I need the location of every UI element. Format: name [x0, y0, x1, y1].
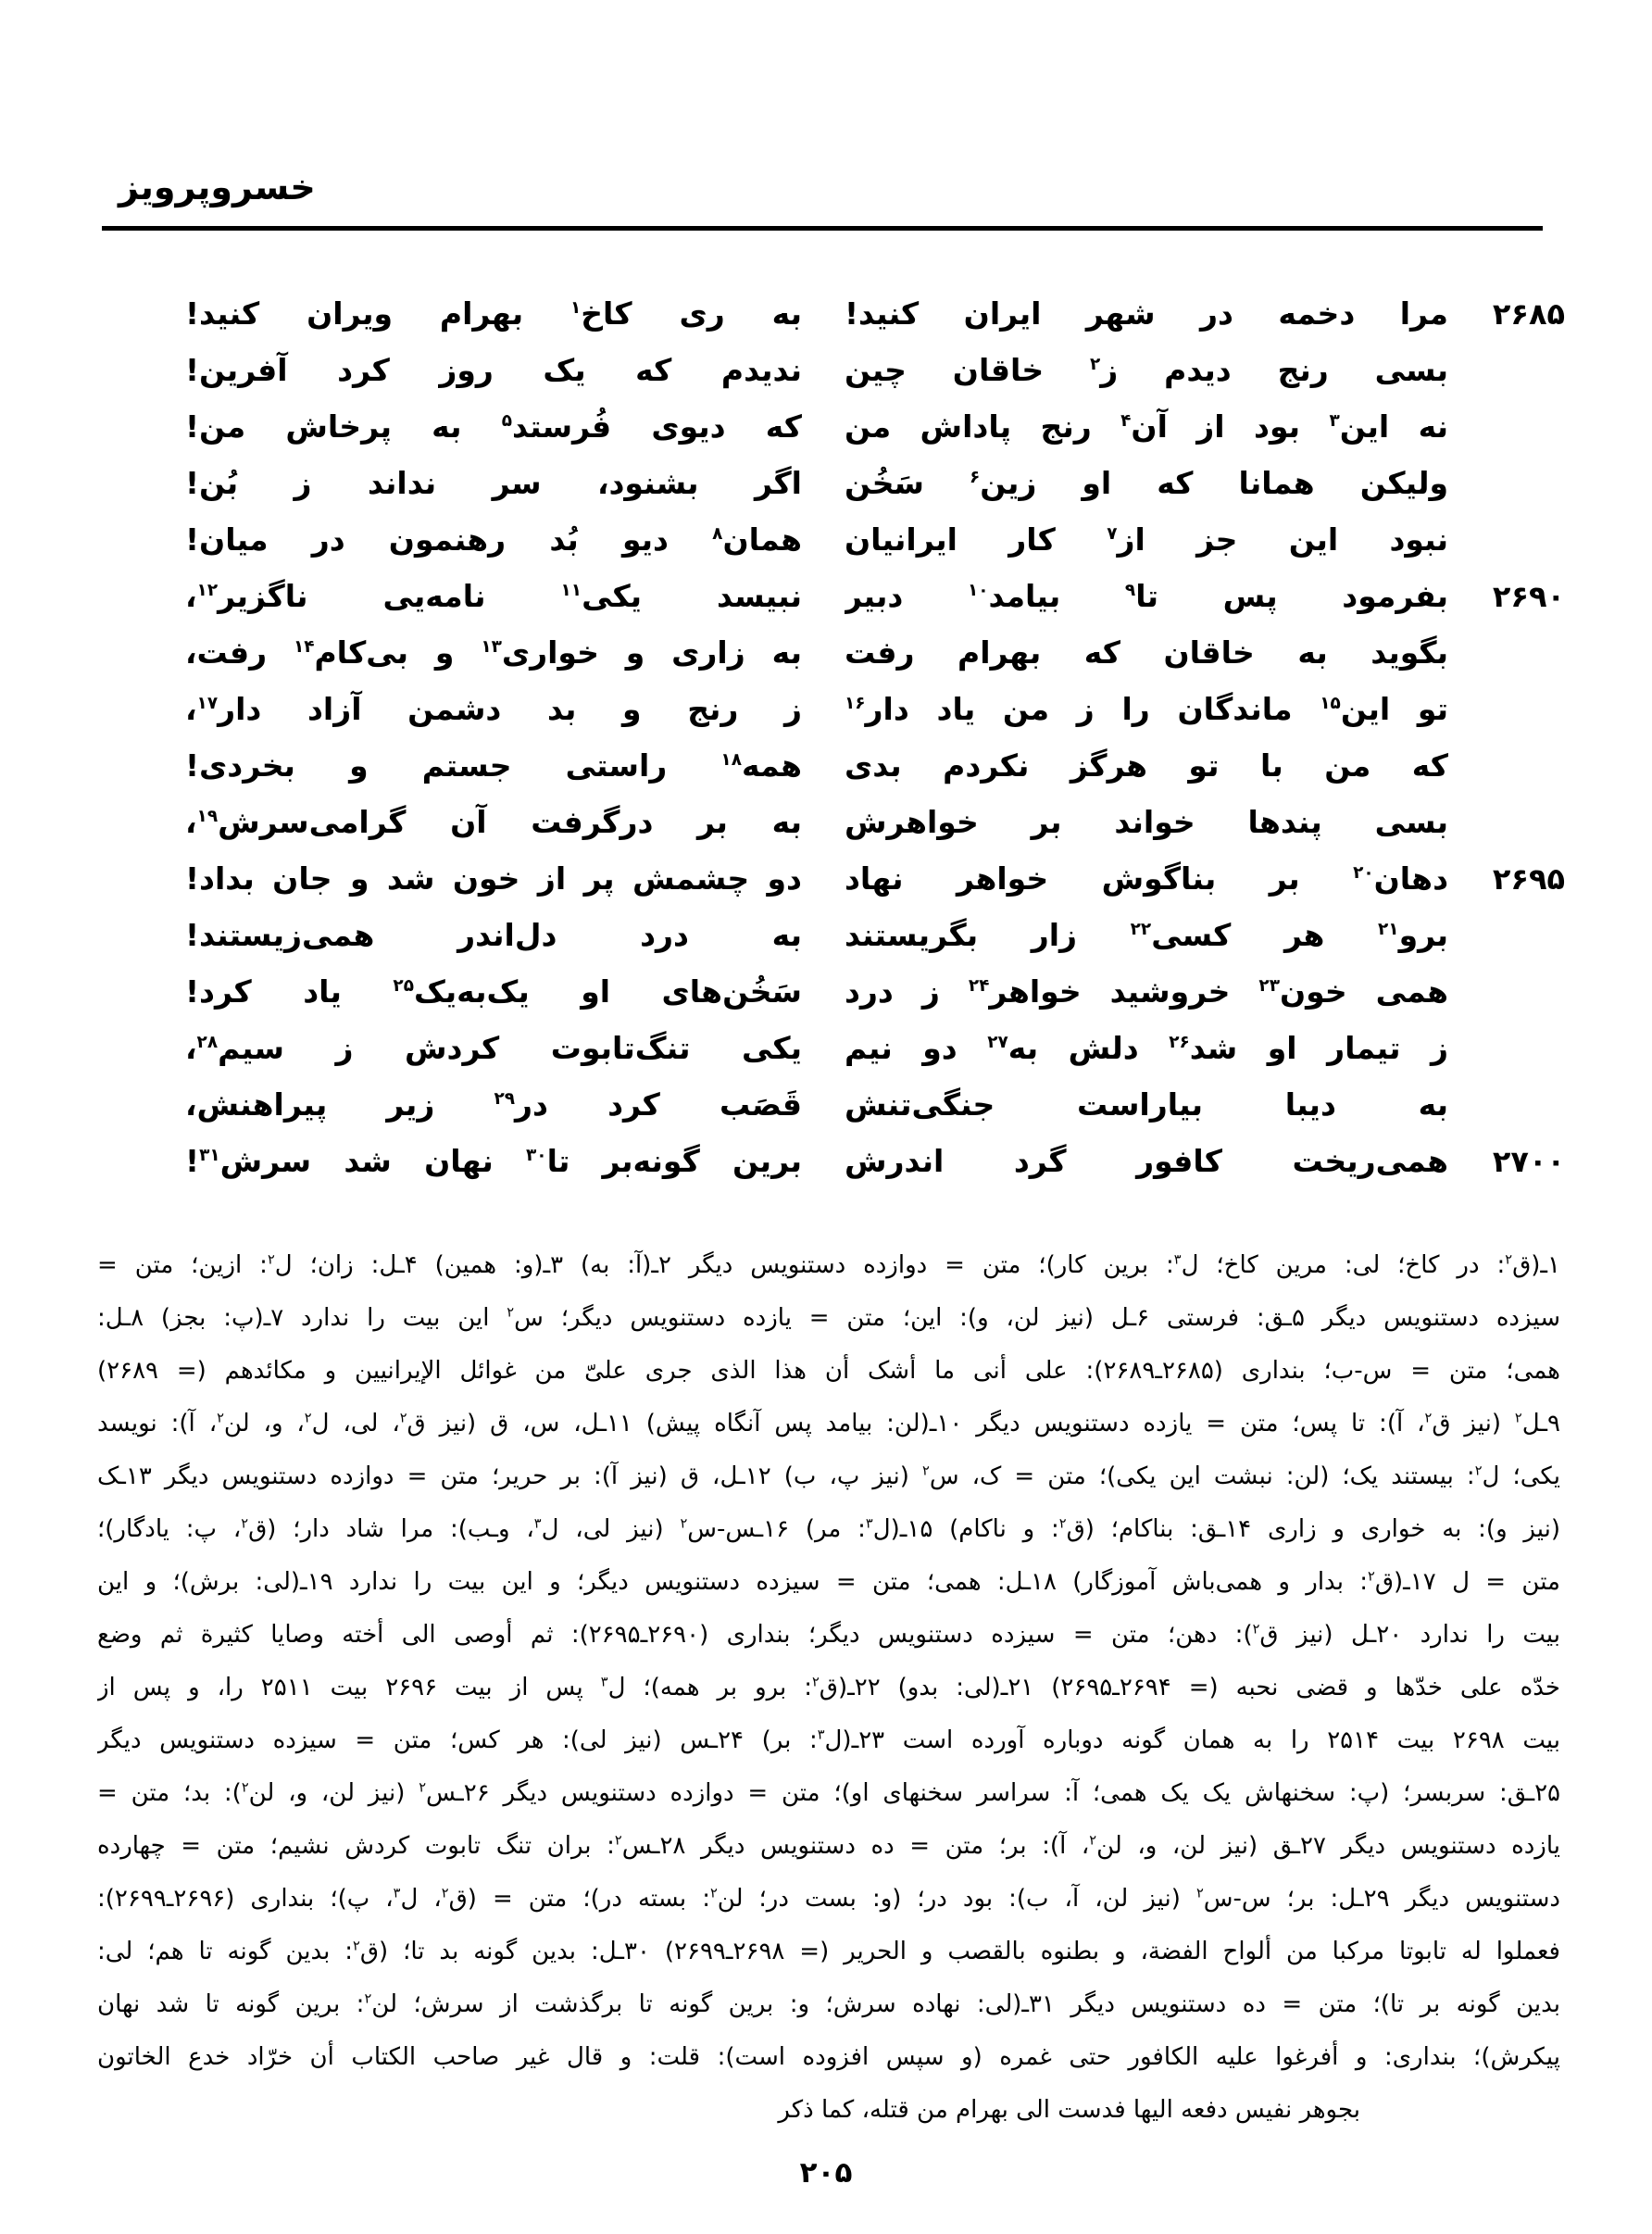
verse-row	[185, 737, 1565, 794]
footnote-line: بیت ۲۶۹۸ بیت ۲۵۱۴ را به همان گونه دوباره آورده است ۲۳ـ(ل$^۳$: بر) ۲۴ـس (نیز لی): هر کس؛ متن = سیزده دستنویس دیگر	[97, 1726, 1560, 1754]
hemistich-right: بفرمود پس تا$^۹$ بیامد$^{۱۰}$ دبیر	[845, 578, 1448, 614]
hemistich-right: نه این$^۳$ بود از آن$^۴$ رنج پاداش من	[845, 408, 1448, 445]
hemistich-right: بسی رنج دیدم ز$^۲$ خاقان چین	[845, 352, 1448, 388]
header-rule	[102, 226, 1543, 231]
footnote-line: ۹ـل$^۲$ (نیز ق$^۲$، آ): تا پس؛ متن = یازده دستنویس دیگر ۱۰ـ(لن: بیامد پس آنگاه پیش) ۱۱ـل، س، ق (نیز ق$^۲$، لی، ل$^۲$، و، لن$^۲$، آ): نویسد	[97, 1410, 1560, 1437]
column-gap	[802, 426, 845, 427]
running-head: خسروپرویز	[119, 167, 316, 207]
hemistich-left: به بر درگرفت آن گرامی‌سرش$^{۱۹}$،	[185, 804, 802, 840]
verse-row	[185, 398, 1565, 455]
hemistich-right: بگوید به خاقان که بهرام رفت	[845, 634, 1448, 671]
footnote-line: همی؛ متن = س-ب؛ بنداری (۲۶۸۵ـ۲۶۸۹): علی أنی ما أشک أن هذا الذی جری علیّ من غوائل الإیرانیین و مکائدهم (= ۲۶۸۹)	[97, 1357, 1560, 1385]
footnote-line: یازده دستنویس دیگر ۲۷ـق (نیز لن، و، لن$^۲$، آ): بر؛ متن = ده دستنویس دیگر ۲۸ـس$^۲$: بران تنگ تابوت کردش نشیم؛ متن = چهارده	[97, 1832, 1560, 1860]
verse-row	[185, 568, 1565, 624]
verse-row	[185, 681, 1565, 737]
hemistich-left: اگر بشنود، سر نداند ز بُن!	[185, 465, 802, 501]
footnote-line: (نیز و): به خواری و زاری ۱۴ـق: بناکام؛ (ق$^۲$: و ناکام) ۱۵ـ(ل$^۳$: مر) ۱۶ـس-س$^۲$ (نیز لی، ل$^۳$، وـب): مرا شاد دار؛ (ق$^۲$، پ: یادگار)؛	[97, 1515, 1560, 1543]
verse-row	[185, 1076, 1565, 1133]
verse-number: ۲۶۸۵	[1492, 295, 1565, 332]
verse-row	[185, 794, 1565, 850]
column-gap	[802, 652, 845, 653]
column-gap	[802, 765, 845, 766]
verse-row	[185, 285, 1565, 342]
column-gap	[802, 539, 845, 540]
footnote-line: بجوهر نفیس دفعه الیها فدست الی بهرام من قتله، کما ذکر	[778, 2096, 1360, 2124]
footnote-line: دستنویس دیگر ۲۹ـل: بر؛ س-س$^۲$ (نیز لن، آ، ب): بود در؛ (و: بست در؛ لن$^۲$: بسته در)؛ متن = (ق$^۲$، ل$^۳$، پ)؛ بنداری (۲۶۹۶ـ۲۶۹۹):	[97, 1885, 1560, 1913]
footnote-line: سیزده دستنویس دیگر ۵ـق: فرستی ۶ـل (نیز لن، و): این؛ متن = یازده دستنویس دیگر؛ س$^۲$ این بیت را ندارد ۷ـ(پ: بجز) ۸ـل:	[97, 1304, 1560, 1332]
hemistich-left: یکی تنگ‌تابوت کردش ز سیم$^{۲۸}$،	[185, 1030, 802, 1066]
verse-row	[185, 1133, 1565, 1189]
footnote-line: ۲۵ـق: سربسر؛ (پ: سخنهاش یک یک همی؛ آ: سراسر سخنهای او)؛ متن = دوازده دستنویس دیگر ۲۶ـس$^۲$ (نیز لن، و، لن$^۲$): بد؛ متن =	[97, 1779, 1560, 1807]
hemistich-left: همه$^{۱۸}$ راستی جستم و بخردی!	[185, 747, 802, 784]
verse-row	[185, 850, 1565, 907]
hemistich-right: دهان$^{۲۰}$ بر بناگوش خواهر نهاد	[845, 860, 1448, 897]
footnote-line: بیت را ندارد ۲۰ـل (نیز ق$^۲$): دهن؛ متن = سیزده دستنویس دیگر؛ بنداری (۲۶۹۰ـ۲۶۹۵): ثم أوصی الی أخته وصایا کثیرة ثم وضع	[97, 1621, 1560, 1649]
hemistich-left: به ری کاخ$^۱$ بهرام ویران کنید!	[185, 295, 802, 332]
hemistich-right: تو این$^{۱۵}$ ماندگان را ز من یاد دار$^{۱۶}$	[845, 691, 1448, 727]
hemistich-right: بسی پندها خواند بر خواهرش	[845, 804, 1448, 840]
hemistich-left: نبیسد یکی$^{۱۱}$ نامه‌یی ناگزیر$^{۱۲}$،	[185, 578, 802, 614]
verse-number: ۲۶۹۰	[1492, 578, 1565, 614]
footnote-line: بدین گونه بر تا)؛ متن = ده دستنویس دیگر ۳۱ـ(لی: نهاده سرش؛ و: برین گونه تا برگذشت از سرش؛ لن$^۲$: برین گونه تا شد نهان	[97, 1990, 1560, 2018]
hemistich-right: برو$^{۲۱}$ هر کسی$^{۲۲}$ زار بگریستند	[845, 917, 1448, 953]
hemistich-left: به درد دل‌اندر همی‌زیستند!	[185, 917, 802, 953]
verse-number: ۲۶۹۵	[1492, 860, 1565, 897]
column-gap	[802, 313, 845, 314]
verse-row	[185, 511, 1565, 568]
hemistich-right: ولیکن همانا که او زین$^۶$ سَخُن	[845, 465, 1448, 501]
footnote-line: متن = ل ۱۷ـ(ق$^۲$: بدار و همی‌باش آموزگار) ۱۸ـل: همی؛ متن = سیزده دستنویس دیگر؛ و این بیت را ندارد ۱۹ـ(لی: برش)؛ و این	[97, 1568, 1560, 1596]
footnote-line: یکی؛ ل$^۲$: بیستند یک؛ (لن: نبشت این یکی)؛ متن = ک، س$^۲$ (نیز پ، ب) ۱۲ـل، ق (نیز آ): بر حریر؛ متن = دوازده دستنویس دیگر ۱۳ـک	[97, 1462, 1560, 1490]
column-gap	[802, 878, 845, 879]
hemistich-right: ز تیمار او شد$^{۲۶}$ دلش به$^{۲۷}$ دو نیم	[845, 1030, 1448, 1066]
page-number: ۲۰۵	[799, 2156, 853, 2190]
verse-row	[185, 907, 1565, 963]
hemistich-right: همی خون$^{۲۳}$ خروشید خواهر$^{۲۴}$ ز درد	[845, 973, 1448, 1010]
hemistich-left: به زاری و خواری$^{۱۳}$ و بی‌کام$^{۱۴}$ رفت،	[185, 634, 802, 671]
column-gap	[802, 1104, 845, 1105]
hemistich-right: به دیبا بیاراست جنگی‌تنش	[845, 1086, 1448, 1123]
verse-row	[185, 342, 1565, 398]
verse-row	[185, 1020, 1565, 1076]
hemistich-right: مرا دخمه در شهر ایران کنید!	[845, 295, 1448, 332]
hemistich-right: همی‌ریخت کافور گرد اندرش	[845, 1143, 1448, 1179]
footnote-line: فعملوا له تابوتا مرکبا من ألواح الفضة، و بطنوه بالقصب و الحریر (= ۲۶۹۸ـ۲۶۹۹) ۳۰ـل: بدین گونه بد تا؛ (ق$^۲$: بدین گونه تا هم؛ لی:	[97, 1938, 1560, 1965]
hemistich-left: ز رنج و بد دشمن آزاد دار$^{۱۷}$،	[185, 691, 802, 727]
footnotes-block	[97, 1239, 1560, 2137]
verse-row	[185, 455, 1565, 511]
verse-row	[185, 963, 1565, 1020]
column-gap	[802, 991, 845, 992]
hemistich-left: که دیوی فُرستد$^۵$ به پرخاش من!	[185, 408, 802, 445]
verse-number: ۲۷۰۰	[1492, 1143, 1565, 1179]
hemistich-left: همان$^۸$ دیو بُد رهنمون در میان!	[185, 521, 802, 558]
poem-block	[185, 285, 1565, 1189]
verse-row	[185, 624, 1565, 681]
footnote-line: خدّه علی خدّها و قضی نحبه (= ۲۶۹۴ـ۲۶۹۵) ۲۱ـ(لی: بدو) ۲۲ـ(ق$^۲$: برو بر همه)؛ ل$^۳$ پس از بیت ۲۶۹۶ بیت ۲۵۱۱ را، و پس از	[97, 1674, 1560, 1701]
hemistich-left: برین گونه‌بر تا$^{۳۰}$ نهان شد سرش$^{۳۱}$!	[185, 1143, 802, 1179]
footnote-line: ۱ـ(ق$^۲$: در کاخ؛ لی: مرین کاخ؛ ل$^۳$: برین کار)؛ متن = دوازده دستنویس دیگر ۲ـ(آ: به) ۳ـ(و: همین) ۴ـل: زان؛ ل$^۲$: ازین؛ متن =	[97, 1251, 1560, 1279]
hemistich-right: نبود این جز از$^۷$ کار ایرانیان	[845, 521, 1448, 558]
hemistich-right: که من با تو هرگز نکردم بدی	[845, 747, 1448, 784]
hemistich-left: دو چشمش پر از خون شد و جان بداد!	[185, 860, 802, 897]
hemistich-left: قَصَب کرد در$^{۲۹}$ زیر پیراهنش،	[185, 1086, 802, 1123]
hemistich-left: ندیدم که یک روز کرد آفرین!	[185, 352, 802, 388]
footnote-line: پیکرش)؛ بنداری: و أفرغوا علیه الکافور حتی غمره (و سپس افزوده است): قلت: و قال غیر صاحب الکتاب أن خرّاد خدع الخاتون	[97, 2043, 1560, 2071]
hemistich-left: سَخُن‌های او یک‌به‌یک$^{۲۵}$ یاد کرد!	[185, 973, 802, 1010]
